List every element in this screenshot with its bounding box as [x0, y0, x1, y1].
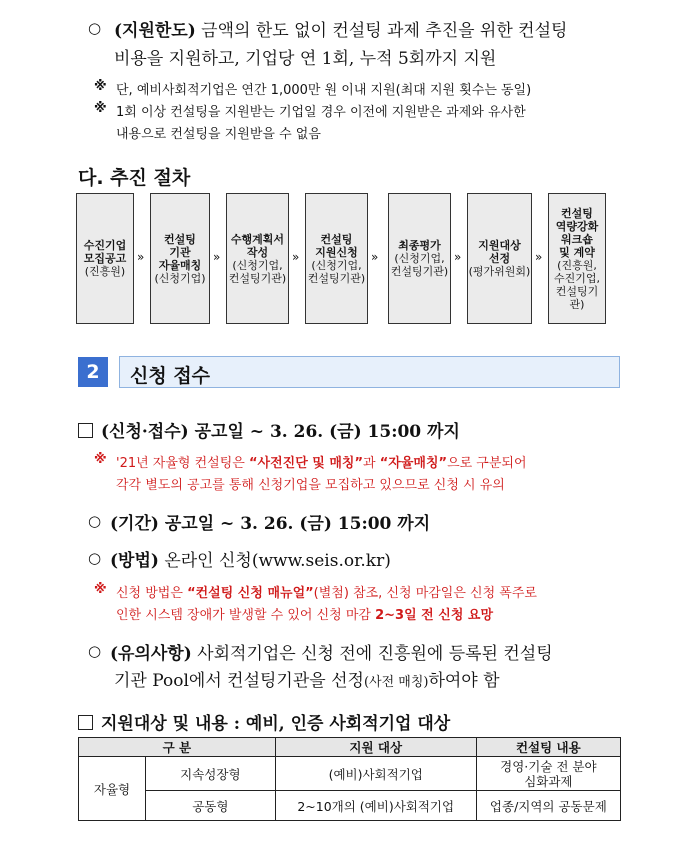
apply-head: [78, 417, 460, 442]
procedure-step: [150, 193, 210, 324]
ref-mark: ※: [94, 101, 107, 116]
ref-mark: ※: [94, 79, 107, 94]
step-actor: (진흥원): [84, 265, 126, 278]
target-table: [78, 737, 621, 821]
type-cell: 지속성장형: [146, 757, 276, 791]
step-title: 컨설팅 지원신청: [315, 232, 358, 259]
step-actor: (진흥원, 수진기업, 컨설팅기관): [553, 258, 600, 311]
method-note-post: (별첨) 참조, 신청 마감일은 신청 폭주로: [313, 586, 537, 601]
note-repeat-line1: 1회 이상 컨설팅을 지원받는 기업일 경우 이전에 지원받은 과제와 유사한: [116, 105, 526, 120]
bullet-circle: ○: [88, 19, 102, 37]
arrow-right-icon: »: [137, 250, 145, 264]
method-note-line2-pre: 인한 시스템 장애가 발생할 수 있어 신청 마감: [116, 608, 376, 623]
step-actor: (신청기업, 컨설팅기관): [307, 258, 366, 285]
method-note-line2-bold: 2~3일 전 신청 요망: [375, 608, 494, 623]
step-title: 컨설팅 역량강화 워크숍 및 계약: [555, 206, 599, 259]
table-row: [79, 791, 621, 821]
arrow-right-icon: »: [454, 250, 462, 264]
content-cell: 업종/지역의 공동문제: [476, 791, 620, 821]
procedure-step: [548, 193, 606, 324]
target-head-text: 지원대상 및 내용 : 예비, 인증 사회적기업 대상: [101, 714, 451, 734]
note-repeat-line2: 내용으로 컨설팅을 지원받을 수 없음: [116, 127, 321, 142]
procedure-heading: 다. 추진 절차: [78, 167, 191, 189]
caution-text2a: 기관 Pool에서 컨설팅기관을 선정: [114, 671, 364, 691]
support-limit-line1: [114, 16, 567, 41]
header-target: 지원 대상: [275, 738, 476, 757]
checkbox-icon: [78, 423, 93, 438]
apply-period: (기간) 공고일 ~ 3. 26. (금) 15:00 까지: [110, 514, 431, 534]
content-cell: [476, 757, 620, 791]
table-row: [79, 757, 621, 791]
table-header-row: [79, 738, 621, 757]
step-actor: (평가위원회): [468, 265, 531, 278]
content-line1: 경영·기술 전 분야: [500, 758, 597, 774]
apply-method: [110, 546, 391, 571]
step-actor: (신청기업): [154, 271, 206, 285]
caution-head: (유의사항): [110, 644, 192, 664]
apply-note-q2: “자율매칭”: [379, 456, 448, 471]
support-limit-line2: 비용을 지원하고, 기업당 연 1회, 누적 5회까지 지원: [114, 49, 497, 69]
section-number-badge: 2: [78, 357, 108, 387]
header-category: 구 분: [79, 738, 276, 757]
step-actor: (신청기업, 컨설팅기관): [228, 258, 287, 285]
caution-text2b: (사전 매칭): [363, 675, 429, 690]
step-title: 수진기업 모집공고: [83, 239, 127, 265]
step-title: 컨설팅 기관 자율매칭: [158, 232, 202, 272]
apply-note-line1: [116, 452, 527, 471]
arrow-right-icon: »: [535, 250, 543, 264]
target-cell: (예비)사회적기업: [275, 757, 476, 791]
note-preliminary: 단, 예비사회적기업은 연간 1,000만 원 이내 지원(최대 지원 횟수는 동일): [116, 83, 532, 98]
apply-method-head: (방법): [110, 551, 159, 571]
method-note-q: “컨설팅 신청 매뉴얼”: [187, 586, 314, 601]
group-cell: 자율형: [79, 757, 146, 821]
step-title: 최종평가: [398, 239, 441, 252]
bullet-circle: ○: [88, 642, 102, 660]
apply-note-mid: 과: [363, 456, 380, 471]
type-cell: 공동형: [146, 791, 276, 821]
section-title: 신청 접수: [130, 365, 211, 387]
target-head: [78, 709, 450, 734]
procedure-step: [226, 193, 289, 324]
caution-line1: [110, 639, 553, 664]
ref-mark: ※: [94, 452, 107, 467]
arrow-right-icon: »: [371, 250, 379, 264]
caution-text1: 사회적기업은 신청 전에 진흥원에 등록된 컨설팅: [191, 644, 553, 664]
arrow-right-icon: »: [292, 250, 300, 264]
apply-note-post: 으로 구분되어: [447, 456, 527, 471]
method-note-pre: 신청 방법은: [116, 586, 188, 601]
method-note-line1: [116, 582, 537, 601]
caution-text2c: 하여야 함: [428, 671, 500, 691]
ref-mark: ※: [94, 582, 107, 597]
support-limit-head: (지원한도): [114, 21, 196, 41]
target-cell: 2~10개의 (예비)사회적기업: [275, 791, 476, 821]
arrow-right-icon: »: [213, 250, 221, 264]
content-line2: 심화과제: [524, 773, 573, 789]
apply-note-line2: 각각 별도의 공고를 통해 신청기업을 모집하고 있으므로 신청 시 유의: [116, 478, 505, 493]
bullet-circle: ○: [88, 549, 102, 567]
step-title: 지원대상 선정: [478, 239, 521, 265]
header-content: 컨설팅 내용: [476, 738, 620, 757]
method-note-line2: [116, 604, 493, 623]
procedure-step: [76, 193, 134, 324]
apply-note-pre: '21년 자율형 컨설팅은: [116, 456, 249, 471]
procedure-step: [467, 193, 532, 324]
apply-note-q1: “사전진단 및 매칭”: [248, 456, 364, 471]
apply-method-body: 온라인 신청(www.seis.or.kr): [158, 551, 391, 571]
bullet-circle: ○: [88, 512, 102, 530]
checkbox-icon: [78, 715, 93, 730]
apply-head-text: (신청·접수) 공고일 ~ 3. 26. (금) 15:00 까지: [101, 422, 460, 442]
procedure-step: [388, 193, 451, 324]
support-limit-text1: 금액의 한도 없이 컨설팅 과제 추진을 위한 컨설팅: [195, 21, 568, 41]
procedure-step: [305, 193, 368, 324]
step-actor: (신청기업, 컨설팅기관): [390, 252, 449, 278]
caution-line2: [114, 666, 500, 691]
step-title: 수행계획서 작성: [230, 232, 285, 259]
